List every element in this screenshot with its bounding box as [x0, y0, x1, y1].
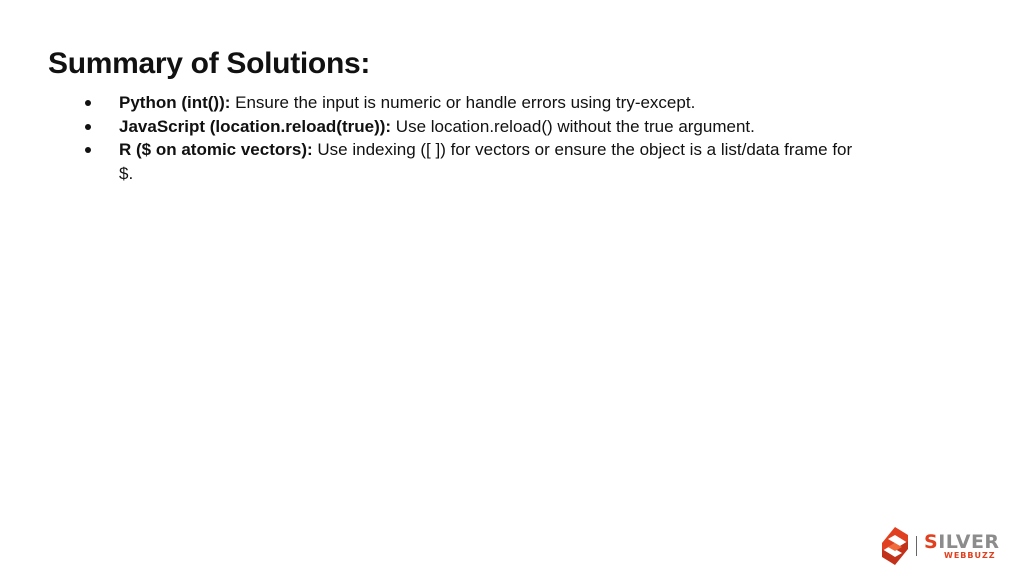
bullet-text: Ensure the input is numeric or handle errors using try-except. [230, 93, 696, 112]
silverwebbuzz-logo-icon [882, 527, 908, 565]
bullet-dot-icon [85, 100, 91, 106]
brand-logo [882, 527, 1008, 565]
list-item [83, 91, 863, 115]
bullet-term: R ($ on atomic vectors): [119, 140, 313, 159]
logo-subtext: WEBBUZZ [944, 551, 996, 560]
solutions-list [83, 91, 863, 185]
bullet-dot-icon [85, 147, 91, 153]
list-item [83, 115, 863, 139]
bullet-text: Use location.reload() without the true argument. [391, 116, 755, 136]
bullet-text: Use indexing ([ ]) for vectors or ensure the object is a list/data frame for $. [119, 140, 853, 183]
slide-title: Summary of Solutions: [48, 47, 371, 80]
logo-wordmark: SILVER [924, 531, 1000, 553]
bullet-term: JavaScript (location.reload(true)): [119, 116, 392, 136]
logo-separator [916, 536, 917, 556]
list-item [83, 138, 863, 185]
bullet-term: Python (int()): [119, 93, 231, 112]
bullet-dot-icon [85, 124, 91, 130]
